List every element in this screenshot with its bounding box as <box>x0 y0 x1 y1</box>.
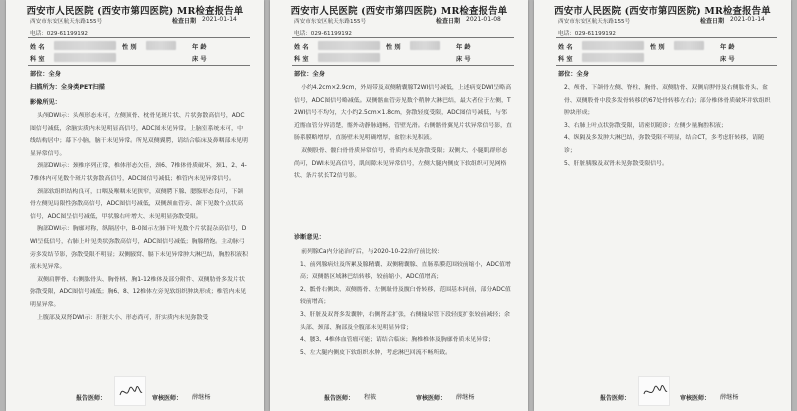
exam-date: 2021-01-14 <box>730 16 765 23</box>
findings-text <box>30 110 248 324</box>
bed-label: 床 号 <box>720 56 735 63</box>
impression-item: 5、肝脏胰腺及双肾未见弥散受限信号。 <box>564 160 668 167</box>
findings-paragraph: 胸部DWI示：胸廓对称，纵隔居中，B-0图示左肺下叶见数个片状混杂高信号，DWI呈低信号，右肺上叶见类状弥散高信号，ADC图信号减低；胸腺稍饱。主动脉弓旁多发结节影，弥散受限不明显；双侧腋窝、膈下未见异常肿大淋巴结，胸腔积液积液未见异常。 <box>30 226 248 271</box>
impression-text <box>558 82 775 170</box>
exam-part: 部位：全身 <box>30 71 61 78</box>
reviewer-name: 薛继杨 <box>720 394 739 401</box>
impression-intro: 前列腺Ca内分泌治疗后，与2020-10-22治疗前比较： <box>301 249 444 255</box>
findings-paragraph: 双侧股骨、髋臼骨骨质异常信号，骨质内未见弥散受限；双侧大、小腿肌群形态尚可，DWI未见高信号，肌间隙未见异常信号，左侧大腿内侧皮下软组织可见网格状、条片状长T2信号影。 <box>294 147 508 180</box>
findings-title: 影像所见： <box>30 99 61 106</box>
report-page-1 <box>6 0 264 411</box>
signature-scribble-icon <box>118 383 144 401</box>
signature-scribble-icon <box>642 383 668 401</box>
exam-date: 2021-01-14 <box>202 16 237 23</box>
report-page-3 <box>534 0 791 411</box>
redacted-gender <box>410 41 440 50</box>
findings-text <box>294 82 512 183</box>
findings-paragraph: 小约4.2cm×2.9cm，外周带及双侧精囊腺T2WI信号减低，上述病变DWI呈略高信号，ADC图信号略减低。双侧髂血管旁见数个稍肿大淋巴结，最大者位于左侧，T2WI信号不均匀，大小约2.5cm×1.8cm，弥散轻度受限，ADC图信号减低，与邻近髂血管分界清楚，髂外动静脉通畅，管壁光滑。右侧髂骨翼见片状异常信号影，直肠系膜略增厚，直肠壁未见明确增厚，盆腔未见积液。 <box>294 85 512 142</box>
name-label: 姓 名 <box>558 44 573 51</box>
bed-label: 床 号 <box>456 56 471 63</box>
findings-paragraph: 颈部软组织结构良可，口咽及喉咽未见狭窄，双侧腭下腺、腮腺形态良可，下颌骨左侧见局限性弥散高信号，ADC图信号减低，双侧颈血管旁、颌下见数个点状高信号，ADC图呈信号减低，甲状腺右叶增大、未见明显弥散受限。 <box>30 188 244 220</box>
age-label: 年 龄 <box>192 44 207 51</box>
exam-part: 部位：全身 <box>294 71 325 78</box>
redacted-name <box>54 41 116 50</box>
impression-item: 2、骶骨右侧块、双侧髂骨、左侧耻骨及髋臼骨转移，范围基本同前，部分ADC值较前增高； <box>300 286 511 306</box>
scan-method: 扫描所为：全身类PET扫描 <box>30 84 105 91</box>
redacted-dept <box>318 53 380 62</box>
name-label: 姓 名 <box>294 44 309 51</box>
findings-paragraph: 双侧肩胛骨、右侧肱骨头、胸骨柄、胸1-12椎体及部分附件、双侧肋骨多发片状弥散受限，ADC图信号减低；胸6、8、12椎体左旁见软组织肿块形成；椎管内未见明显异常。 <box>30 276 247 308</box>
hospital-address: 西安市东安区航天东路155号 <box>30 19 103 25</box>
impression-item: 2、颅骨、下颌骨左侧、脊柱、胸骨、双侧肋骨、双侧肩胛骨及右侧肱骨头、盆骨、双侧股骨中段多发骨转移(约67处骨转移左右)；部分椎体骨质破坏并软组织肿块形成； <box>564 85 771 117</box>
reporter-signature <box>638 376 670 406</box>
dept-label: 科 室 <box>558 56 573 63</box>
exam-date-label: 检查日期 <box>172 18 197 25</box>
redacted-name <box>582 41 644 50</box>
hospital-title: 西安市人民医院 (西安市第四医院) MR检查报告单 <box>26 6 244 17</box>
reporter-name: 程筱 <box>364 394 377 401</box>
reviewer-label: 审核医师： <box>680 395 711 402</box>
divider <box>556 65 777 66</box>
findings-paragraph: 颈部DWI示：颈椎序列正常，椎体形态欠佳，颈6、7椎体骨质破坏，颈1、2、4-7椎体内可见数个斑片状弥散高信号，ADC图信号减低；椎管内未见异常信号。 <box>30 163 247 182</box>
impression-item: 4、腰3、4椎体血管瘤可能；请结合临床；胸椎椎体及胸廓骨质未见异常； <box>300 337 494 344</box>
redacted-name <box>318 41 380 50</box>
report-page-2 <box>270 0 528 411</box>
exam-date-label: 检查日期 <box>436 18 461 25</box>
reviewer-name: 薛继杨 <box>192 394 211 401</box>
redacted-dept <box>582 53 644 62</box>
age-label: 年 龄 <box>456 44 471 51</box>
hospital-phone: 电话：029-61199192 <box>294 31 352 37</box>
impression-item: 1、前列腺病灶及所累及腺精囊、双侧精囊腺、直肠系膜范围较前缩小，ADC值增高；双侧髂区域淋巴结转移，较前缩小，ADC值增高； <box>300 261 511 281</box>
divider <box>28 65 250 66</box>
divider <box>556 37 777 38</box>
hospital-title: 西安市人民医院 (西安市第四医院) MR检查报告单 <box>554 6 771 17</box>
dept-label: 科 室 <box>294 56 309 63</box>
exam-date: 2021-01-08 <box>466 16 501 23</box>
reporter-label: 报告医师： <box>324 395 355 402</box>
divider <box>292 37 514 38</box>
hospital-phone: 电话：029-61199192 <box>558 31 616 37</box>
hospital-phone: 电话：029-61199192 <box>30 31 88 37</box>
impression-title: 诊断意见： <box>294 234 325 241</box>
bed-label: 床 号 <box>192 56 207 63</box>
findings-paragraph: 头颅DWI示：头颅形态未可，左侧顶骨、枕骨见斑片状、片状弥散高信号，ADC图信号减低，余脑实质内未见明显高信号，ADC图未见异常。上脑室系统未可，中线结构居中；幕下小脑，脑干未见异常。所见双侧翼腭，请结合临床及鼻咽部未见明显异常信号。 <box>30 113 248 157</box>
reporter-signature <box>114 376 146 406</box>
divider <box>292 65 514 66</box>
hospital-address: 西安市东安区航天东路155号 <box>558 19 631 25</box>
gender-label: 性 别 <box>386 44 401 51</box>
gender-label: 性 别 <box>122 44 137 51</box>
exam-date-label: 检查日期 <box>700 18 725 25</box>
name-label: 姓 名 <box>30 44 45 51</box>
findings-paragraph: 上腹部及双肾DWI示：肝脏大小、形态尚可，肝实质内未见弥散受 <box>37 314 209 321</box>
reporter-label: 报告医师： <box>600 395 631 402</box>
divider <box>28 37 250 38</box>
redacted-gender <box>146 41 176 50</box>
impression-text <box>294 246 512 359</box>
impression-item: 3、右肺上叶点状弥散受限，请密切随诊；左侧少量胸腔积液； <box>564 122 727 129</box>
hospital-title: 西安市人民医院 (西安市第四医院) MR检查报告单 <box>290 6 508 17</box>
exam-part: 部位：全身 <box>558 71 589 78</box>
impression-item: 4、纵隔及多发肿大淋巴结，弥散受限不明显，结合CT，多考虑肝转移，请随诊； <box>564 135 764 154</box>
dept-label: 科 室 <box>30 56 45 63</box>
impression-item: 3、肝脏及双肾多发囊肿，右侧肾盂扩张，右侧输尿管下段轻度扩张较前减轻；余头部、颈部、胸部及全腹部未见明显异常； <box>300 311 510 331</box>
reviewer-name: 薛继杨 <box>456 394 475 401</box>
redacted-dept <box>54 53 116 62</box>
age-label: 年 龄 <box>720 44 735 51</box>
redacted-gender <box>674 41 704 50</box>
hospital-address: 西安市东安区航天东路155号 <box>294 19 367 25</box>
impression-item: 5、左大腿内侧皮下软组织水肿，考虑淋巴回流不畅所致。 <box>300 349 452 356</box>
gender-label: 性 别 <box>650 44 665 51</box>
reviewer-label: 审核医师： <box>416 395 447 402</box>
reviewer-label: 审核医师： <box>152 395 183 402</box>
reporter-label: 报告医师： <box>76 395 107 402</box>
